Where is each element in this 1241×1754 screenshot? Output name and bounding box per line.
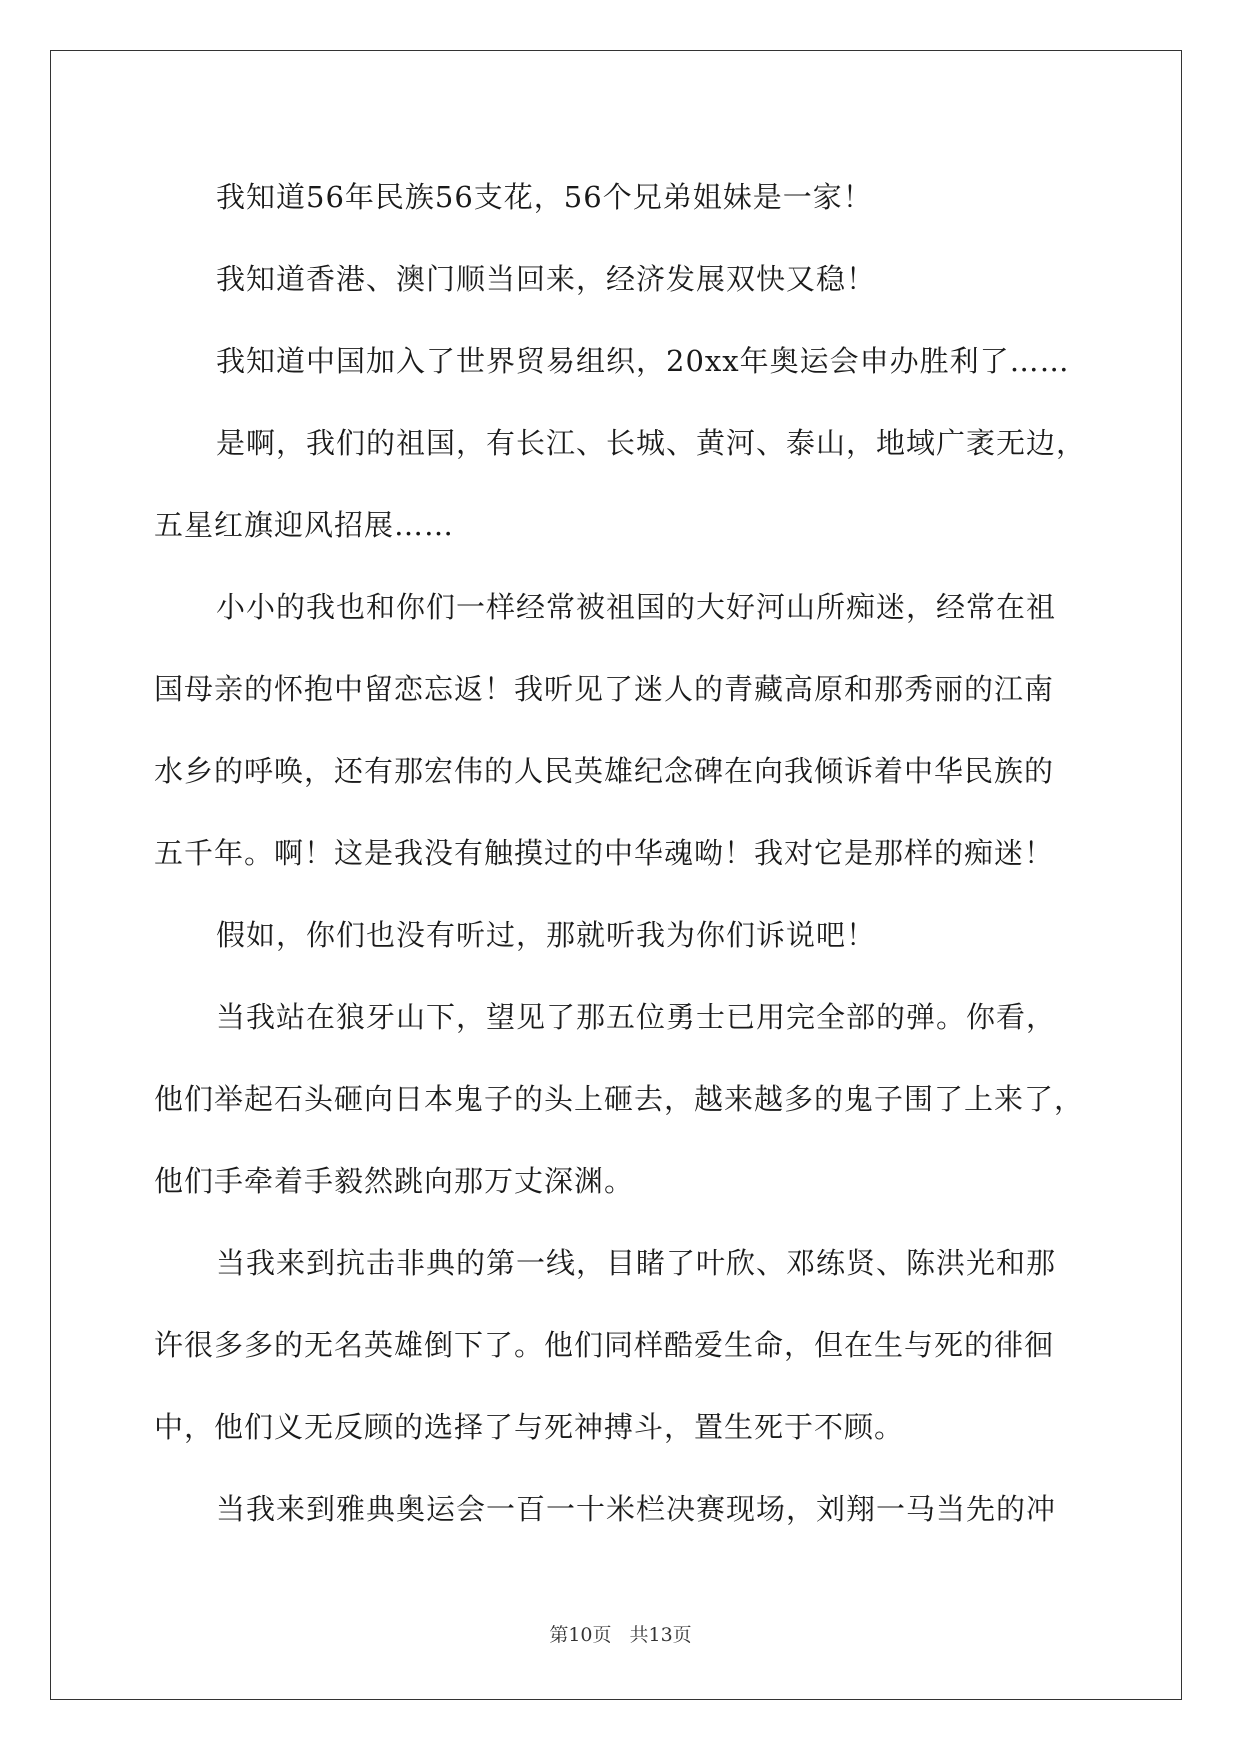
- paragraph-line: 我知道香港、澳门顺当回来，经济发展双快又稳！: [216, 262, 877, 296]
- paragraph-line: 当我来到雅典奥运会一百一十米栏决赛现场，刘翔一马当先的冲: [216, 1492, 1057, 1526]
- page-footer: [0, 1620, 1241, 1647]
- paragraph-line: 中，他们义无反顾的选择了与死神搏斗，置生死于不顾。: [154, 1410, 905, 1444]
- paragraph-line: 小小的我也和你们一样经常被祖国的大好河山所痴迷，经常在祖: [216, 590, 1057, 624]
- paragraph-line: 假如，你们也没有听过，那就听我为你们诉说吧！: [216, 918, 877, 952]
- current-page-number: 第10页: [549, 1624, 612, 1646]
- paragraph-line: 他们手牵着手毅然跳向那万丈深渊。: [154, 1164, 635, 1198]
- paragraph-line: 我知道中国加入了世界贸易组织，20xx年奥运会申办胜利了……: [216, 344, 1070, 378]
- paragraph-line: 是啊，我们的祖国，有长江、长城、黄河、泰山，地域广袤无边，: [216, 426, 1087, 460]
- total-pages: 共13页: [629, 1624, 692, 1646]
- paragraph-line: 国母亲的怀抱中留恋忘返！我听见了迷人的青藏高原和那秀丽的江南: [154, 672, 1055, 706]
- paragraph-line: 我知道56年民族56支花，56个兄弟姐妹是一家！: [216, 180, 873, 214]
- paragraph-line: 水乡的呼唤，还有那宏伟的人民英雄纪念碑在向我倾诉着中华民族的: [154, 754, 1055, 788]
- paragraph-line: 当我站在狼牙山下，望见了那五位勇士已用完全部的弹。你看，: [216, 1000, 1057, 1034]
- paragraph-line: 许很多多的无名英雄倒下了。他们同样酷爱生命，但在生与死的徘徊: [154, 1328, 1055, 1362]
- paragraph-line: 五星红旗迎风招展……: [154, 508, 455, 542]
- paragraph-line: 五千年。啊！这是我没有触摸过的中华魂呦！我对它是那样的痴迷！: [154, 836, 1055, 870]
- paragraph-line: 他们举起石头砸向日本鬼子的头上砸去，越来越多的鬼子围了上来了，: [154, 1082, 1085, 1116]
- paragraph-line: 当我来到抗击非典的第一线，目睹了叶欣、邓练贤、陈洪光和那: [216, 1246, 1057, 1280]
- document-body: [154, 156, 1104, 1550]
